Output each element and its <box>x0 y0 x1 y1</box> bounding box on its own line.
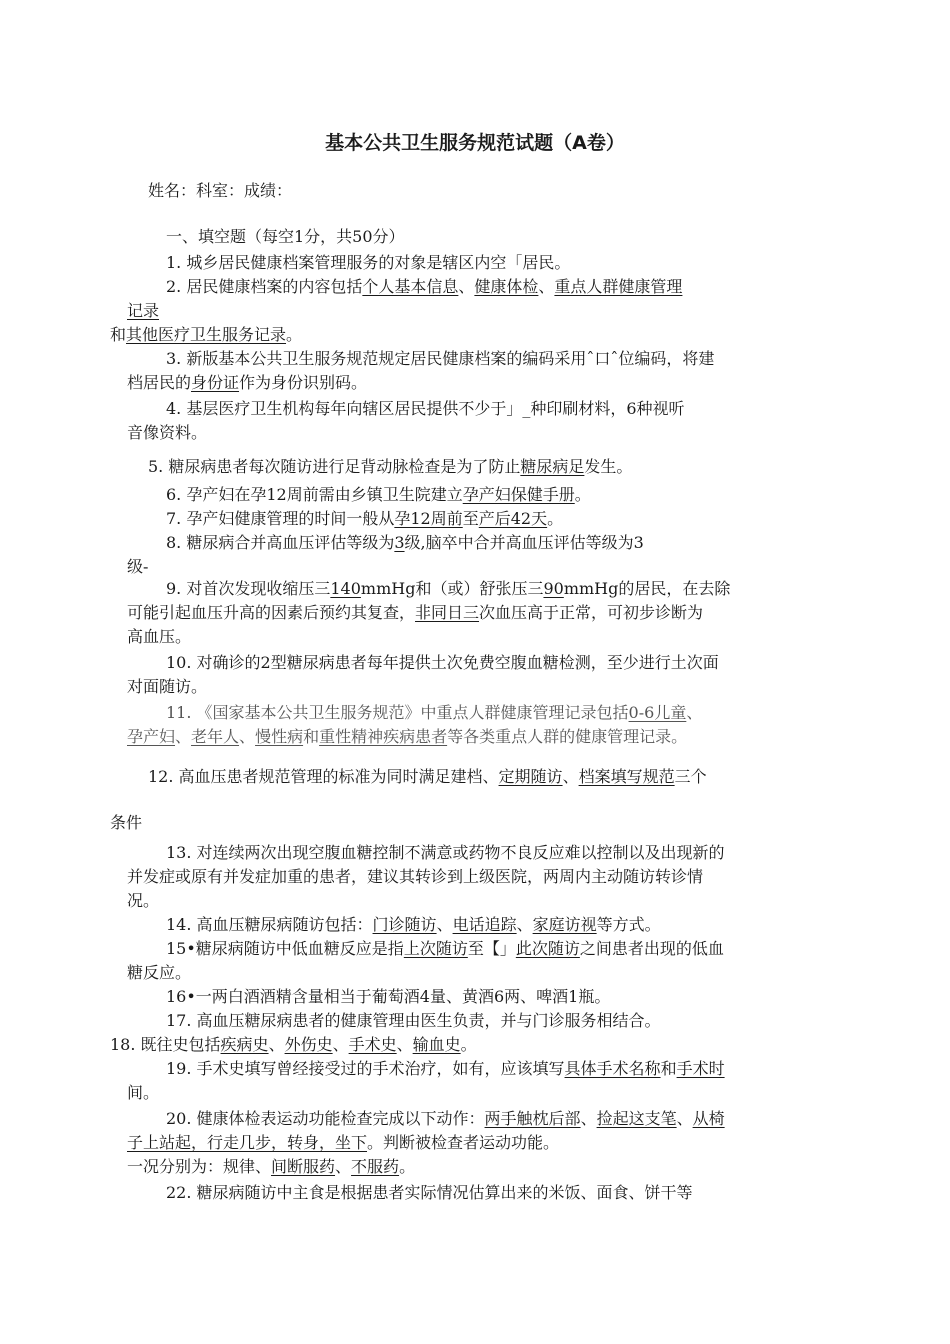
question-2-line-1: 2. 居民健康档案的内容包括个人基本信息、健康体检、重点人群健康管理 <box>166 277 683 296</box>
question-13-line-2: 并发症或原有并发症加重的患者，建议其转诊到上级医院，两周内主动随访转诊情 <box>127 867 704 886</box>
answer: 档案填写规范 <box>578 767 675 786</box>
question-17: 17. 高血压糖尿病患者的健康管理由医生负责，并与门诊服务相结合。 <box>166 1011 661 1030</box>
answer: 手术史 <box>348 1035 397 1054</box>
question-20-line-2: 子上站起，行走几步，转身，坐下。判断被检查者运动功能。 <box>127 1133 560 1152</box>
answer: 3 <box>394 533 405 552</box>
question-11-line-1: 11. 《国家基本公共卫生服务规范》中重点人群健康管理记录包括0-6儿童、 <box>166 703 703 722</box>
answer: 门诊随访 <box>372 915 437 934</box>
answer: 重性精神疾病患者 <box>319 727 448 746</box>
answer: 疾病史 <box>220 1035 269 1054</box>
answer: 140 <box>330 579 361 598</box>
answer: 慢性病 <box>255 727 304 746</box>
answer: 捡起这支笔 <box>596 1109 677 1128</box>
question-9-line-3: 高血压。 <box>127 627 192 646</box>
question-11-line-2: 孕产妇、老年人、慢性病和重性精神疾病患者等各类重点人群的健康管理记录。 <box>127 727 688 746</box>
answer: 孕产妇 <box>127 727 176 746</box>
answer: 健康体检 <box>474 277 539 296</box>
question-3-line-1: 3. 新版基本公共卫生服务规范规定居民健康档案的编码采用ˆ口ˆ位编码，将建 <box>166 349 715 368</box>
answer: 身份证 <box>191 373 240 392</box>
question-15-line-2: 糖反应。 <box>127 963 192 982</box>
question-3-line-2: 档居民的身份证作为身份识别码。 <box>127 373 368 392</box>
question-16: 16•一两白酒酒精含量相当于葡萄酒4量、黄酒6两、啤酒1瓶。 <box>166 987 611 1006</box>
answer: 个人基本信息 <box>362 277 459 296</box>
question-14: 14. 高血压糖尿病随访包括：门诊随访、电话追踪、家庭访视等方式。 <box>166 915 661 934</box>
question-21: 一况分别为：规律、间断服药、不服药。 <box>127 1157 416 1176</box>
question-13-line-3: 况。 <box>127 891 160 910</box>
question-8-line-1: 8. 糖尿病合并高血压评估等级为3级,脑卒中合并高血压评估等级为3 <box>166 533 644 552</box>
question-2-line-3: 和其他医疗卫生服务记录。 <box>110 325 303 344</box>
question-9-line-2: 可能引起血压升高的因素后预约其复查，非同日三次血压高于正常，可初步诊断为 <box>127 603 704 622</box>
section-heading: 一、填空题（每空1分，共50分） <box>166 227 405 246</box>
answer: 外伤史 <box>284 1035 333 1054</box>
answer: 老年人 <box>191 727 240 746</box>
answer: 90 <box>543 579 564 598</box>
question-4-line-2: 音像资料。 <box>127 423 208 442</box>
question-10-line-2: 对面随访。 <box>127 677 208 696</box>
question-1: 1. 城乡居民健康档案管理服务的对象是辖区内空「居民。 <box>166 253 571 272</box>
answer: 电话追踪 <box>452 915 517 934</box>
answer: 孕产妇保健手册 <box>462 485 575 504</box>
question-19-line-2: 间。 <box>127 1083 160 1102</box>
question-18: 18. 既往史包括疾病史、外伤史、手术史、输血史。 <box>110 1035 477 1054</box>
answer: 定期随访 <box>498 767 563 786</box>
question-7: 7. 孕产妇健康管理的时间一般从孕12周前至产后42天。 <box>166 509 564 528</box>
answer: 孕12周前 <box>394 509 463 528</box>
question-12-line-2: 条件 <box>110 813 143 832</box>
answer: 间断服药 <box>271 1157 336 1176</box>
question-9-line-1: 9. 对首次发现收缩压三140mmHg和（或）舒张压三90mmHg的居民，在去除 <box>166 579 731 598</box>
question-6: 6. 孕产妇在孕12周前需由乡镇卫生院建立孕产妇保健手册。 <box>166 485 591 504</box>
answer: 记录 <box>127 301 160 320</box>
question-20-line-1: 20. 健康体检表运动功能检查完成以下动作：两手触枕后部、捡起这支笔、从椅 <box>166 1109 725 1128</box>
answer: 上次随访 <box>403 939 468 958</box>
answer: 此次随访 <box>515 939 580 958</box>
answer: 子上站起，行走几步，转身，坐下 <box>127 1133 368 1152</box>
answer: 不服药 <box>351 1157 400 1176</box>
question-10-line-1: 10. 对确诊的2型糖尿病患者每年提供土次免费空腹血糖检测，至少进行土次面 <box>166 653 719 672</box>
answer: 手术时 <box>676 1059 725 1078</box>
question-4-line-1: 4. 基层医疗卫生机构每年向辖区居民提供不少于」_种印刷材料，6种视听 <box>166 399 685 418</box>
answer: 产后42天 <box>478 509 548 528</box>
question-19-line-1: 19. 手术史填写曾经接受过的手术治疗，如有，应该填写具体手术名称和手术时 <box>166 1059 725 1078</box>
answer: 两手触枕后部 <box>484 1109 581 1128</box>
question-2-line-2 <box>127 300 159 322</box>
question-22: 22. 糖尿病随访中主食是根据患者实际情况估算出来的米饭、面食、饼干等 <box>166 1183 693 1202</box>
question-15-line-1: 15•糖尿病随访中低血糖反应是指上次随访至【」此次随访之间患者出现的低血 <box>166 939 724 958</box>
question-13-line-1: 13. 对连续两次出现空腹血糖控制不满意或药物不良反应难以控制以及出现新的 <box>166 843 725 862</box>
answer: 非同日三 <box>415 603 480 622</box>
question-12-line-1: 12. 高血压患者规范管理的标准为同时满足建档、定期随访、档案填写规范三个 <box>148 767 707 786</box>
answer: 输血史 <box>412 1035 461 1054</box>
answer: 从椅 <box>692 1109 725 1128</box>
answer: 其他医疗卫生服务记录 <box>126 325 287 344</box>
answer: 糖尿病足 <box>520 457 585 476</box>
answer: 重点人群健康管理 <box>554 277 683 296</box>
answer: 家庭访视 <box>532 915 597 934</box>
header-line: 姓名：科室：成绩： <box>148 181 293 200</box>
answer: 具体手术名称 <box>564 1059 661 1078</box>
question-8-line-2: 级- <box>127 557 149 576</box>
answer: 0-6儿童 <box>628 703 687 722</box>
question-5: 5. 糖尿病患者每次随访进行足背动脉检查是为了防止糖尿病足发生。 <box>148 457 633 476</box>
page-title: 基本公共卫生服务规范试题（A卷） <box>325 132 625 154</box>
